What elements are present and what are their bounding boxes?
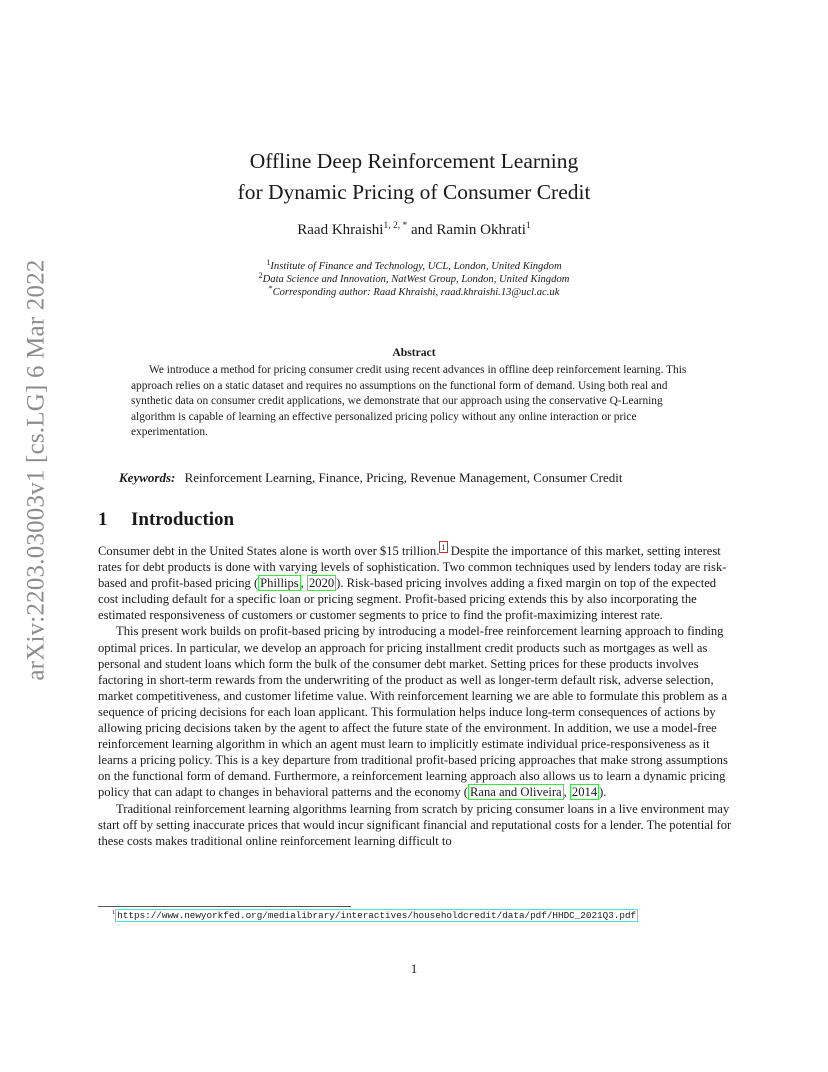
citation-link[interactable]: Rana and Oliveira bbox=[470, 785, 562, 800]
citation-year-link[interactable]: 2014 bbox=[571, 785, 598, 800]
abstract-text: We introduce a method for pricing consumer credit using recent advances in offline deep reinforcement learning. This approach relies on a static dataset and requires no assumptions on the functional form of demand. Using both real and synthetic data on consumer credit applications, we demonstrate that our approach using the conservative Q-Learning algorithm is capable of learning an effective personalized pricing policy without any online interaction or price experimentation. bbox=[131, 364, 687, 438]
footnote-mark: 1 bbox=[112, 909, 116, 916]
section-title: Introduction bbox=[131, 509, 235, 530]
paragraph-text: This present work builds on profit-based pricing by introducing a model-free reinforcement learning approach to finding optimal prices. In particular, we develop an approach for pricing installment credit products such as mortgages as well as personal and student loans which form the bulk of the consumer debt market. Setting prices for these products involves factoring in short-term rewards from the underwriting of the product as well as longer-term default risk, adverse selection, market competitiveness, and customer lifetime value. With reinforcement learning we are able to formulate this problem as a sequence of pricing decisions for each loan applicant. This formulation helps induce long-term consequences of actions by allowing pricing decisions taken by the agent to affect the future state of the environment. In addition, we use a model-free reinforcement learning algorithm in which an agent must learn to implicitly estimate individual price-responsiveness as it learns a pricing policy. This is a key departure from traditional profit-based pricing approaches that make strong assumptions on the functional form of demand. Furthermore, a reinforcement learning approach also allows us to learn a dynamic pricing policy that can adapt to changes in behavioral patterns and the economy ( bbox=[98, 624, 728, 800]
footnote-url-link[interactable]: https://www.newyorkfed.org/medialibrary/interactives/householdcredit/data/pdf/HHDC_2021Q3.pdf bbox=[117, 910, 637, 921]
paragraph-text: Despite the importance of this market, setting interest rates for debt products is done with varying levels of sophistication. Two common techniques used by lenders today are risk-based and profit-based pricing ( bbox=[98, 544, 727, 591]
paragraph-text: ). Risk-based pricing involves adding a fixed margin on top of the expected cost including default for a specific loan or pricing segment. Profit-based pricing extends this by also incorporating the estimated responsiveness of customers or customer segments to price to find the profit-maximizing interest rate. bbox=[98, 576, 717, 623]
paragraph-text: Consumer debt in the United States alone is worth over $15 trillion. bbox=[98, 544, 440, 558]
footnote-divider bbox=[98, 906, 351, 907]
citation-year-link[interactable]: 2020 bbox=[308, 576, 335, 591]
author-affiliation-marks: 1, 2, * bbox=[383, 221, 408, 231]
title-line-1: Offline Deep Reinforcement Learning bbox=[249, 149, 579, 173]
keywords-line bbox=[119, 470, 719, 486]
affiliation-text: Corresponding author: Raad Khraishi, raad.khraishi.13@ucl.ac.uk bbox=[272, 287, 560, 298]
paragraph-text: ). bbox=[599, 785, 607, 800]
affiliation-line bbox=[100, 286, 728, 299]
affiliation-mark: * bbox=[268, 284, 273, 293]
arxiv-identifier-stamp bbox=[18, 259, 56, 681]
abstract-heading: Abstract bbox=[392, 346, 436, 359]
citation-separator: , bbox=[563, 785, 570, 800]
author-list bbox=[100, 222, 728, 239]
footnote-reference-link[interactable]: 1 bbox=[441, 542, 446, 552]
page-number: 1 bbox=[410, 962, 418, 976]
arxiv-identifier-text: arXiv:2203.03003v1 [cs.LG] 6 Mar 2022 bbox=[23, 259, 50, 681]
citation-separator: , bbox=[300, 576, 307, 591]
affiliation-line bbox=[100, 260, 728, 273]
author-affiliation-marks: 1 bbox=[525, 221, 531, 231]
paper-title bbox=[100, 146, 728, 208]
section-number: 1 bbox=[98, 509, 108, 530]
citation-link[interactable]: Phillips bbox=[260, 576, 299, 591]
paragraph: Traditional reinforcement learning algorithms learning from scratch by pricing consumer loans in a live environment may start off by setting inaccurate prices that would incur significant financial and reputational costs for a lender. The potential for these costs makes traditional online reinforcement learning difficult to bbox=[98, 801, 732, 848]
affiliations bbox=[100, 260, 728, 299]
affiliation-text: Institute of Finance and Technology, UCL, London, United Kingdom bbox=[270, 261, 562, 272]
author-conjunction: and bbox=[410, 222, 433, 238]
footnote bbox=[112, 910, 638, 921]
section-heading bbox=[98, 509, 234, 531]
paragraph bbox=[98, 623, 732, 800]
affiliation-mark: 1 bbox=[266, 258, 271, 267]
affiliation-text: Data Science and Innovation, NatWest Group, London, United Kingdom bbox=[262, 274, 570, 285]
author-name: Ramin Okhrati bbox=[436, 222, 526, 238]
keywords-text: Reinforcement Learning, Finance, Pricing, Revenue Management, Consumer Credit bbox=[184, 470, 623, 485]
keywords-label: Keywords: bbox=[119, 470, 176, 485]
paragraph bbox=[98, 543, 732, 623]
title-line-2: for Dynamic Pricing of Consumer Credit bbox=[237, 180, 591, 204]
author-name: Raad Khraishi bbox=[297, 222, 384, 238]
affiliation-mark: 2 bbox=[258, 271, 263, 280]
affiliation-line bbox=[100, 273, 728, 286]
introduction-body bbox=[98, 543, 732, 849]
